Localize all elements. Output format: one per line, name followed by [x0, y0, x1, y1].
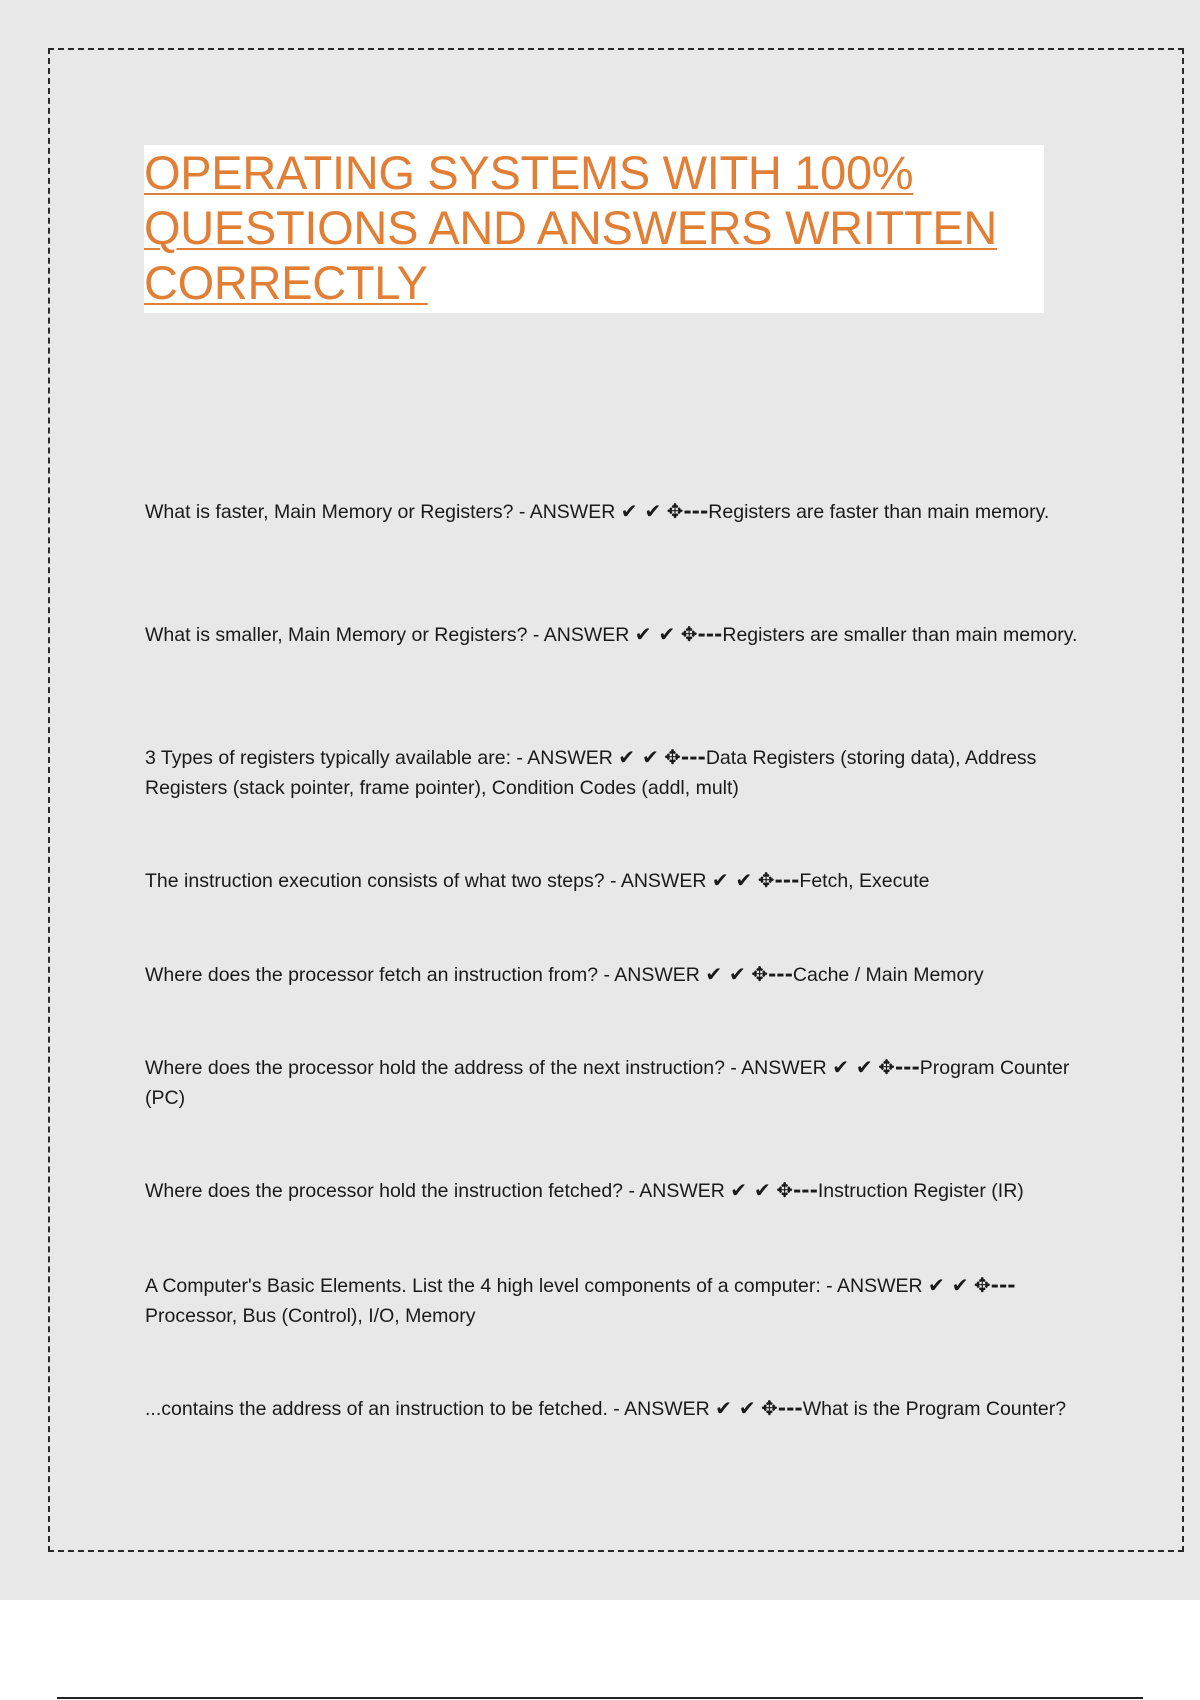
question-text: What is faster, Main Memory or Registers? - ANSWER: [145, 501, 616, 523]
qa-item: [145, 1270, 1085, 1331]
answer-text: Processor, Bus (Control), I/O, Memory: [145, 1305, 476, 1327]
check-icon: ✔ ✔: [705, 962, 746, 986]
check-icon: ✔ ✔: [618, 745, 659, 769]
star-icon: ✥---: [680, 622, 723, 646]
question-text: 3 Types of registers typically available are: - ANSWER: [145, 747, 613, 769]
qa-item: [145, 1052, 1085, 1113]
question-text: Where does the processor fetch an instruction from? - ANSWER: [145, 964, 700, 986]
check-icon: ✔ ✔: [711, 868, 753, 892]
check-icon: ✔ ✔: [730, 1178, 771, 1202]
question-text: Where does the processor hold the instruction fetched? - ANSWER: [145, 1180, 725, 1202]
qa-item: [145, 1393, 1085, 1424]
qa-item: [145, 742, 1085, 803]
check-icon: ✔ ✔: [928, 1273, 969, 1297]
question-text: The instruction execution consists of what two steps? - ANSWER: [145, 870, 707, 892]
question-text: A Computer's Basic Elements. List the 4 high level components of a computer: - ANSWER: [145, 1275, 923, 1297]
question-text: What is smaller, Main Memory or Registers? - ANSWER: [145, 624, 630, 646]
answer-text: Instruction Register (IR): [817, 1180, 1024, 1202]
answer-text: Registers are faster than main memory.: [708, 501, 1050, 523]
question-text: Where does the processor hold the address of the next instruction? - ANSWER: [145, 1057, 827, 1079]
answer-text: Cache / Main Memory: [792, 964, 984, 986]
footer-rule: [57, 1697, 1143, 1699]
answer-text: What is the Program Counter?: [802, 1398, 1067, 1420]
check-icon: ✔ ✔: [634, 622, 676, 646]
qa-item: [145, 1175, 1085, 1206]
star-icon: ✥---: [973, 1273, 1016, 1297]
star-icon: ✥---: [761, 1396, 803, 1420]
star-icon: ✥---: [776, 1178, 818, 1202]
star-icon: ✥---: [666, 499, 709, 523]
check-icon: ✔ ✔: [832, 1055, 873, 1079]
qa-item: [145, 959, 1085, 990]
qa-item: [145, 496, 1085, 527]
star-icon: ✥---: [757, 868, 800, 892]
star-icon: ✥---: [751, 962, 793, 986]
check-icon: ✔ ✔: [715, 1396, 756, 1420]
qa-item: [145, 865, 1085, 896]
qa-item: [145, 619, 1085, 650]
answer-text: Data Registers (storing data), Address Registers (stack pointer, frame pointer), Condition Codes (addl, mult): [145, 747, 1037, 799]
star-icon: ✥---: [878, 1055, 920, 1079]
answer-text: Registers are smaller than main memory.: [722, 624, 1078, 646]
star-icon: ✥---: [664, 745, 706, 769]
document-title: OPERATING SYSTEMS WITH 100% QUESTIONS AND ANSWERS WRITTEN CORRECTLY: [144, 146, 998, 309]
check-icon: ✔ ✔: [620, 499, 662, 523]
answer-text: Fetch, Execute: [799, 870, 930, 892]
question-text: ...contains the address of an instruction to be fetched. - ANSWER: [145, 1398, 710, 1420]
title-block: [144, 145, 1044, 313]
answer-text: Program Counter (PC): [145, 1057, 1070, 1109]
